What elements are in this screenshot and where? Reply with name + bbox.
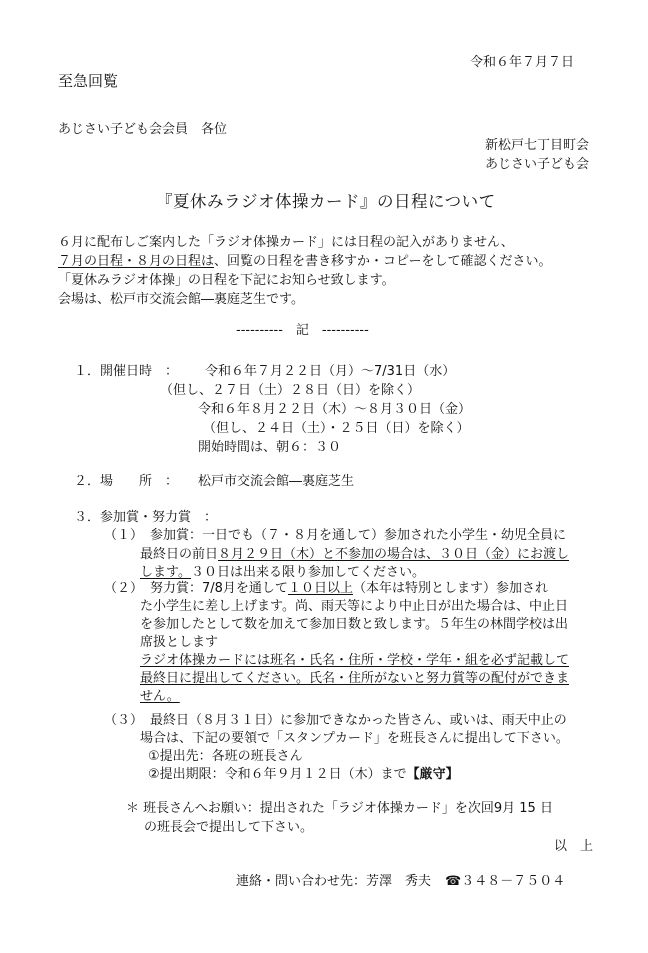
item3-p2-line-1-a: 努力賞：7/8月を通して [150, 581, 288, 596]
intro-line-2-rest: 、回覧の日程を書き移すか・コピーをして確認ください。 [214, 254, 552, 269]
item2-venue: 松戸市交流会館―裏庭芝生 [198, 474, 355, 489]
sender-org: 新松戸七丁目町会 [485, 138, 590, 153]
document-title: 『夏休みラジオ体操カード』の日程について [156, 192, 496, 211]
item3-p1-line-3 [140, 564, 425, 582]
item3-p1-line-1: 参加賞：一日でも（７・８月を通して）参加された小学生・幼児全員に [150, 528, 567, 543]
item3-p2-line-2: た小学生に差し上げます。尚、雨天等により中止日が出た場合は、中止日 [140, 599, 568, 614]
item3-p1-number: （１） [104, 528, 144, 543]
contact-phone: ３４８－７５０４ [461, 874, 566, 889]
ki-separator: ---------- 記 ---------- [236, 323, 369, 338]
item3-p2-number: （２） [104, 581, 144, 596]
item3-p3-line-2: 場合は、下記の要領で「スタンプカード」を班長さんに提出して下さい。 [140, 731, 569, 746]
leader-request-line-2: の班長会で提出して下さい。 [144, 820, 314, 835]
sender-group: あじさい子ども会 [485, 157, 590, 172]
item3-p2-line-3: を参加したとして数を加えて参加日数と致します。５年生の林間学校は出 [140, 617, 568, 632]
leader-request-line-1: ＊ 班長さんへお願い：提出された「ラジオ体操カード」を次回9月 15 日 [126, 801, 553, 816]
urgent-circulation-label: 至急回覧 [58, 72, 119, 90]
item1-july-dates: 令和６年７月２２日（月）～7/31日（水） [205, 364, 456, 379]
item2-heading: ２．場 所 ： [74, 474, 179, 489]
item1-august-exceptions: （但し、２４日（土）・２５日（日）を除く） [203, 421, 470, 436]
item3-p2-line-5: ラジオ体操カードには班名・氏名・住所・学校・学年・組を必ず記載して [140, 653, 570, 668]
item3-heading: ３．参加賞・努力賞 ： [74, 510, 218, 525]
item3-p3-number: （３） [104, 713, 144, 728]
item3-p1-line-2-underlined: ８月２９日（木）と不参加の場合は、３０日（金）にお渡し [218, 547, 570, 562]
item1-heading: １．開催日時 ： [74, 364, 179, 379]
item3-p2-line-1 [150, 580, 548, 598]
intro-line-2 [58, 253, 552, 271]
item3-p1-line-2-a: 最終日の前日 [140, 547, 219, 562]
item3-p1-line-2 [140, 546, 569, 564]
item3-p2-line-4: 席扱とします [140, 635, 219, 650]
item3-p2-line-7: せん。 [140, 689, 180, 704]
item3-p2-line-6: 最終日に提出してください。氏名・住所がないと努力賞等の配付ができま [140, 671, 570, 686]
item3-p3-deadline: ②提出期限：令和６年９月１２日（木）まで [148, 767, 407, 782]
addressee: あじさい子ども会会員 各位 [58, 122, 228, 137]
contact-text: 連絡・問い合わせ先：芳澤 秀夫 [236, 874, 432, 889]
closing-mark: 以 上 [554, 839, 594, 854]
item1-start-time: 開始時間は、朝６：３０ [198, 440, 342, 455]
item3-p2-line-1-b: （本年は特別とします）参加され [352, 581, 548, 596]
intro-line-4: 会場は、松戸市交流会館―裏庭芝生です。 [58, 292, 304, 307]
item1-august-dates: 令和６年８月２２日（木）～８月３０日（金） [198, 402, 472, 417]
intro-underlined-schedule: ７月の日程・８月の日程は [58, 254, 215, 269]
item3-p1-line-3-rest: ３０日は出来る限り参加してください。 [190, 565, 425, 580]
item1-july-exceptions: （但し、２７日（土）２８日（日）を除く） [160, 383, 421, 398]
intro-line-3: 「夏休みラジオ体操」の日程を下記にお知らせ致します。 [58, 273, 395, 288]
phone-icon: ☎ [445, 874, 462, 889]
intro-line-1: ６月に配布しご案内した「ラジオ体操カード」には日程の記入がありません、 [58, 235, 514, 250]
item3-p3-line-4 [148, 766, 459, 784]
contact-info [236, 873, 565, 891]
item3-p1-line-3-underlined: します。 [140, 565, 191, 580]
item3-p3-line-1: 最終日（８月３１日）に参加できなかった皆さん、或いは、雨天中止の [150, 713, 567, 728]
item3-p2-line-1-underlined: １０日以上 [287, 581, 353, 596]
document-date: 令和６年７月７日 [470, 55, 575, 70]
item3-p3-strict-mark: 【厳守】 [406, 767, 459, 782]
item3-p3-line-3: ①提出先：各班の班長さん [148, 749, 303, 764]
